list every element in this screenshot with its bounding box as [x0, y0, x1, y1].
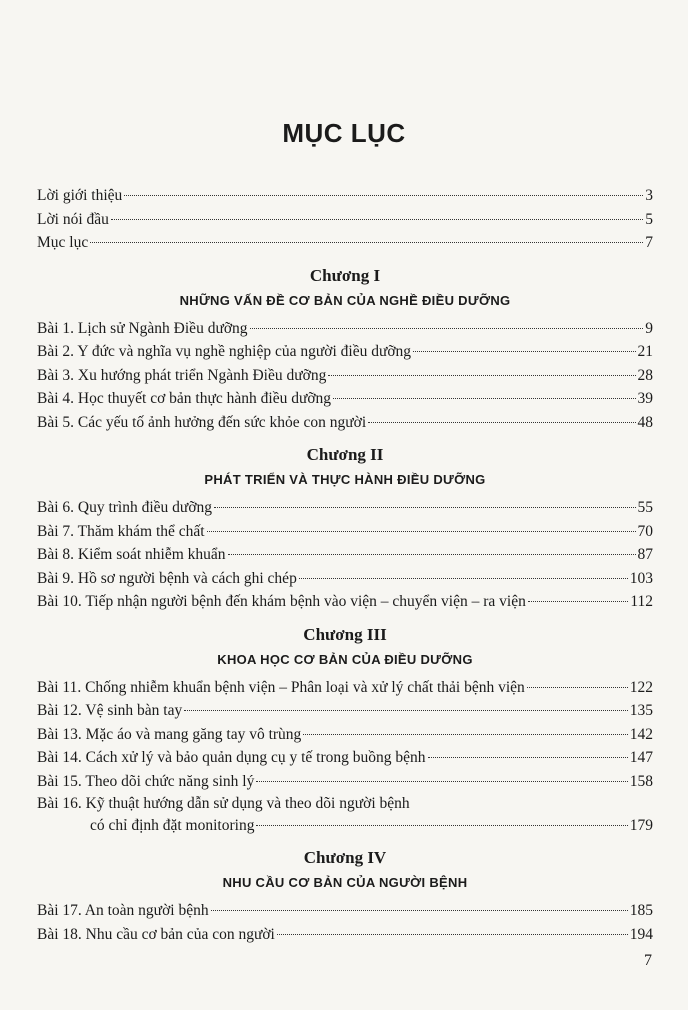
- dot-leader: [527, 687, 628, 688]
- toc-entry-page: 28: [637, 366, 653, 384]
- dot-leader: [111, 219, 643, 220]
- dot-leader: [90, 242, 643, 243]
- toc-entry-page: 5: [645, 210, 653, 228]
- chapter-number: Chương II: [306, 445, 384, 464]
- dot-leader: [256, 781, 627, 782]
- chapter-title: PHÁT TRIỂN VÀ THỰC HÀNH ĐIỀU DƯỠNG: [204, 472, 486, 487]
- toc-entry-label: Bài 8. Kiểm soát nhiễm khuẩn: [37, 546, 226, 563]
- dot-leader: [214, 507, 635, 508]
- toc-entry-page: 122: [629, 678, 653, 696]
- dot-leader: [528, 601, 628, 602]
- toc-entry: [37, 590, 653, 614]
- chapter-number: Chương IV: [303, 848, 387, 867]
- dot-leader: [299, 578, 628, 579]
- chapter-number: Chương III: [303, 624, 387, 644]
- toc-entry: [37, 364, 653, 388]
- toc-entry-page: 135: [629, 702, 653, 719]
- toc-entry-page: 142: [629, 725, 653, 743]
- toc-entry-page: 70: [637, 522, 653, 540]
- toc-entry: [37, 208, 653, 232]
- toc-entry-label: Bài 9. Hồ sơ người bệnh và cách ghi chép: [37, 569, 297, 587]
- toc-entry-label: Bài 4. Học thuyết cơ bản thực hành điều dưỡng: [37, 390, 332, 407]
- toc-entry-label: Bài 11. Chống nhiễm khuẩn bệnh viện – Phân loại và xử lý chất thải bệnh viện: [37, 678, 525, 696]
- toc-entry-page: 21: [637, 343, 653, 360]
- dot-leader: [368, 422, 635, 423]
- chapter-section: [37, 263, 653, 435]
- dot-leader: [207, 531, 636, 532]
- chapter-section: [37, 622, 653, 838]
- toc-entry-label: Bài 6. Quy trình điều dưỡng: [37, 499, 213, 516]
- toc-entry-page: 185: [629, 902, 653, 919]
- dot-leader: [277, 934, 628, 935]
- toc-entry-label: Lời nói đầu: [37, 210, 109, 228]
- toc-entry-label: Bài 1. Lịch sử Ngành Điều dưỡng: [37, 319, 248, 337]
- toc-entry-label: Bài 15. Theo dõi chức năng sinh lý: [37, 772, 255, 790]
- chapter-section: [37, 845, 653, 946]
- dot-leader: [228, 554, 636, 555]
- toc-entry: [37, 793, 653, 837]
- toc-entry: [37, 231, 653, 255]
- toc-entry-page: 9: [645, 319, 653, 337]
- chapter-title: KHOA HỌC CƠ BẢN CỦA ĐIỀU DƯỠNG: [217, 651, 473, 667]
- toc-entry-page: 55: [637, 499, 653, 516]
- toc-entry: [37, 520, 653, 544]
- toc-entry-label: Bài 3. Xu hướng phát triển Ngành Điều dưỡng: [37, 366, 327, 384]
- toc-entry-page: 3: [645, 187, 653, 204]
- toc-entry-label: Bài 18. Nhu cầu cơ bản của con người: [37, 925, 275, 943]
- toc-entry-page: 158: [629, 772, 653, 790]
- toc-entry: [37, 317, 653, 341]
- toc-entry-page: 39: [637, 390, 653, 407]
- toc-entry-label: Bài 16. Kỹ thuật hướng dẫn sử dụng và theo dõi người bệnh: [37, 795, 410, 812]
- dot-leader: [333, 398, 635, 399]
- dot-leader: [413, 351, 635, 352]
- toc-entry-page: 147: [629, 749, 653, 766]
- toc-entry: [37, 723, 653, 747]
- toc-entry-label: Bài 17. An toàn người bệnh: [37, 902, 209, 919]
- toc-entry: [37, 411, 653, 435]
- toc-entry: [37, 899, 653, 923]
- toc-entry: [37, 567, 653, 591]
- chapter-number: Chương I: [309, 265, 381, 285]
- dot-leader: [428, 757, 628, 758]
- toc-entry-label: Bài 14. Cách xử lý và bảo quản dụng cụ y tế trong buồng bệnh: [37, 749, 426, 766]
- toc-entry: [37, 340, 653, 364]
- dot-leader: [124, 195, 643, 196]
- toc-entry: [37, 923, 653, 947]
- toc-entry-page: 87: [637, 546, 653, 563]
- toc-entry: [37, 676, 653, 700]
- page-number: 7: [644, 952, 652, 969]
- dot-leader: [211, 910, 628, 911]
- toc-entry-page: 48: [637, 413, 653, 431]
- toc-entry-label-continued: có chỉ định đặt monitoring: [90, 817, 255, 834]
- toc-entry-page: 179: [629, 817, 653, 834]
- toc-entry-label: Bài 12. Vệ sinh bàn tay: [37, 702, 183, 719]
- toc-entry: [37, 184, 653, 208]
- toc-entry-page: 112: [630, 593, 653, 610]
- front-matter: [37, 184, 653, 255]
- toc-entry-label: Bài 7. Thăm khám thể chất: [37, 522, 205, 540]
- dot-leader: [184, 710, 628, 711]
- toc-entry-page: 103: [629, 569, 653, 587]
- toc-entry-label: Bài 10. Tiếp nhận người bệnh đến khám bệnh vào viện – chuyển viện – ra viện: [37, 593, 526, 610]
- page-title: MỤC LỤC: [282, 118, 406, 148]
- table-of-contents: [37, 184, 653, 946]
- toc-entry: [37, 496, 653, 520]
- dot-leader: [303, 734, 627, 735]
- toc-entry-page: 194: [629, 925, 653, 943]
- toc-entry-label: Mục lục: [37, 234, 89, 251]
- chapter-section: [37, 442, 653, 614]
- toc-entry: [37, 770, 653, 794]
- chapter-title: NHỮNG VẤN ĐỀ CƠ BẢN CỦA NGHỀ ĐIỀU DƯỠNG: [179, 292, 511, 308]
- toc-entry-label: Bài 13. Mặc áo và mang găng tay vô trùng: [37, 725, 302, 743]
- toc-entry-page: 7: [645, 234, 653, 251]
- dot-leader: [328, 375, 635, 376]
- toc-entry: [37, 699, 653, 723]
- toc-entry-label: Lời giới thiệu: [37, 187, 123, 204]
- toc-entry: [37, 387, 653, 411]
- dot-leader: [256, 825, 627, 826]
- dot-leader: [250, 328, 644, 329]
- chapter-title: NHU CẦU CƠ BẢN CỦA NGƯỜI BỆNH: [222, 875, 468, 890]
- toc-entry-label: Bài 5. Các yếu tố ảnh hưởng đến sức khỏe con người: [37, 413, 367, 431]
- toc-entry: [37, 746, 653, 770]
- toc-entry-label: Bài 2. Y đức và nghĩa vụ nghề nghiệp của người điều dưỡng: [37, 343, 412, 360]
- toc-entry: [37, 543, 653, 567]
